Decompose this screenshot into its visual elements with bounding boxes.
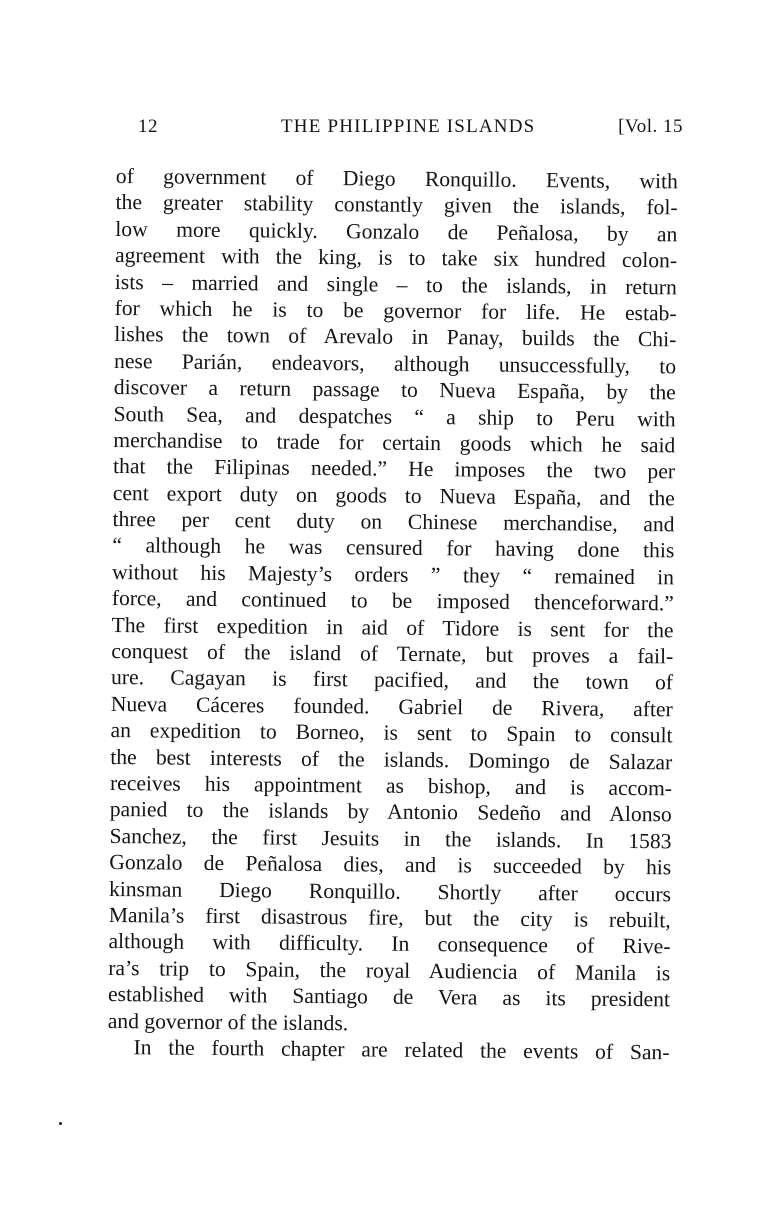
text-line: discover a return passage to Nueva España, by the — [113, 375, 676, 405]
text-line: In the fourth chapter are related the events of San- — [133, 1035, 670, 1065]
text-line: that the Filipinas needed.” He imposes the two per — [112, 454, 676, 484]
text-line: low more quickly. Gonzalo de Peñalosa, by an — [115, 216, 678, 247]
running-title: THE PHILIPPINE ISLANDS — [281, 116, 536, 137]
text-line: receives his appointment as bishop, and is accom- — [109, 770, 673, 801]
text-line: agreement with the king, is to take six hundred colon- — [115, 243, 678, 273]
text-line: “ although he was censured for having done this — [112, 533, 675, 563]
text-line: and governor of the islands. — [107, 1008, 349, 1035]
text-line: for which he is to be governor for life. He estab- — [114, 295, 677, 326]
text-line: an expedition to Borneo, is sent to Spain to consult — [110, 718, 673, 748]
text-line: panied to the islands by Antonio Sedeño and Alonso — [109, 797, 672, 827]
text-line: of government of Diego Ronquillo. Events, with — [115, 163, 678, 194]
text-line: ure. Cagayan is first pacified, and the town of — [110, 665, 674, 695]
text-line: South Sea, and despatches “ a ship to Peru with — [113, 401, 676, 431]
text-line: ra’s trip to Spain, the royal Audiencia of Manila is — [108, 955, 671, 986]
running-head — [138, 116, 683, 146]
text-line: merchandise to trade for certain goods which he said — [113, 427, 676, 458]
text-line: the best interests of the islands. Domingo de Salazar — [110, 744, 673, 774]
text-line: The first expedition in aid of Tidore is sent for the — [111, 612, 674, 643]
page-number: 12 — [138, 116, 158, 137]
text-line: nese Parián, endeavors, although unsuccessfully, to — [113, 348, 677, 379]
text-line: kinsman Diego Ronquillo. Shortly after occurs — [108, 876, 672, 906]
text-line: lishes the town of Arevalo in Panay, builds the Chi- — [114, 322, 677, 352]
text-line: the greater stability constantly given the islands, fol- — [115, 190, 678, 220]
text-line: Nueva Cáceres founded. Gabriel de Rivera, after — [110, 691, 673, 722]
text-line: cent export duty on goods to Nueva España, and the — [112, 480, 675, 511]
volume-label: [Vol. 15 — [618, 116, 683, 137]
text-line: ists – married and single – to the islands, in return — [114, 269, 677, 299]
body-text — [107, 163, 678, 1066]
text-line: although with difficulty. In consequence of Rive- — [108, 929, 671, 959]
text-line: Gonzalo de Peñalosa dies, and is succeeded by his — [109, 850, 672, 880]
text-line: force, and continued to be imposed thenceforward.” — [111, 586, 674, 616]
text-line: three per cent duty on Chinese merchandise, and — [112, 507, 675, 537]
text-line: without his Majesty’s orders ” they “ remained in — [111, 559, 675, 590]
text-line: conquest of the island of Ternate, but proves a fail- — [111, 639, 674, 669]
text-line: established with Santiago de Vera as its president — [107, 982, 671, 1012]
text-line: Manila’s first disastrous fire, but the city is rebuilt, — [108, 902, 671, 933]
text-line: Sanchez, the first Jesuits in the islands. In 1583 — [109, 823, 672, 854]
stray-ink-mark — [59, 1122, 62, 1125]
